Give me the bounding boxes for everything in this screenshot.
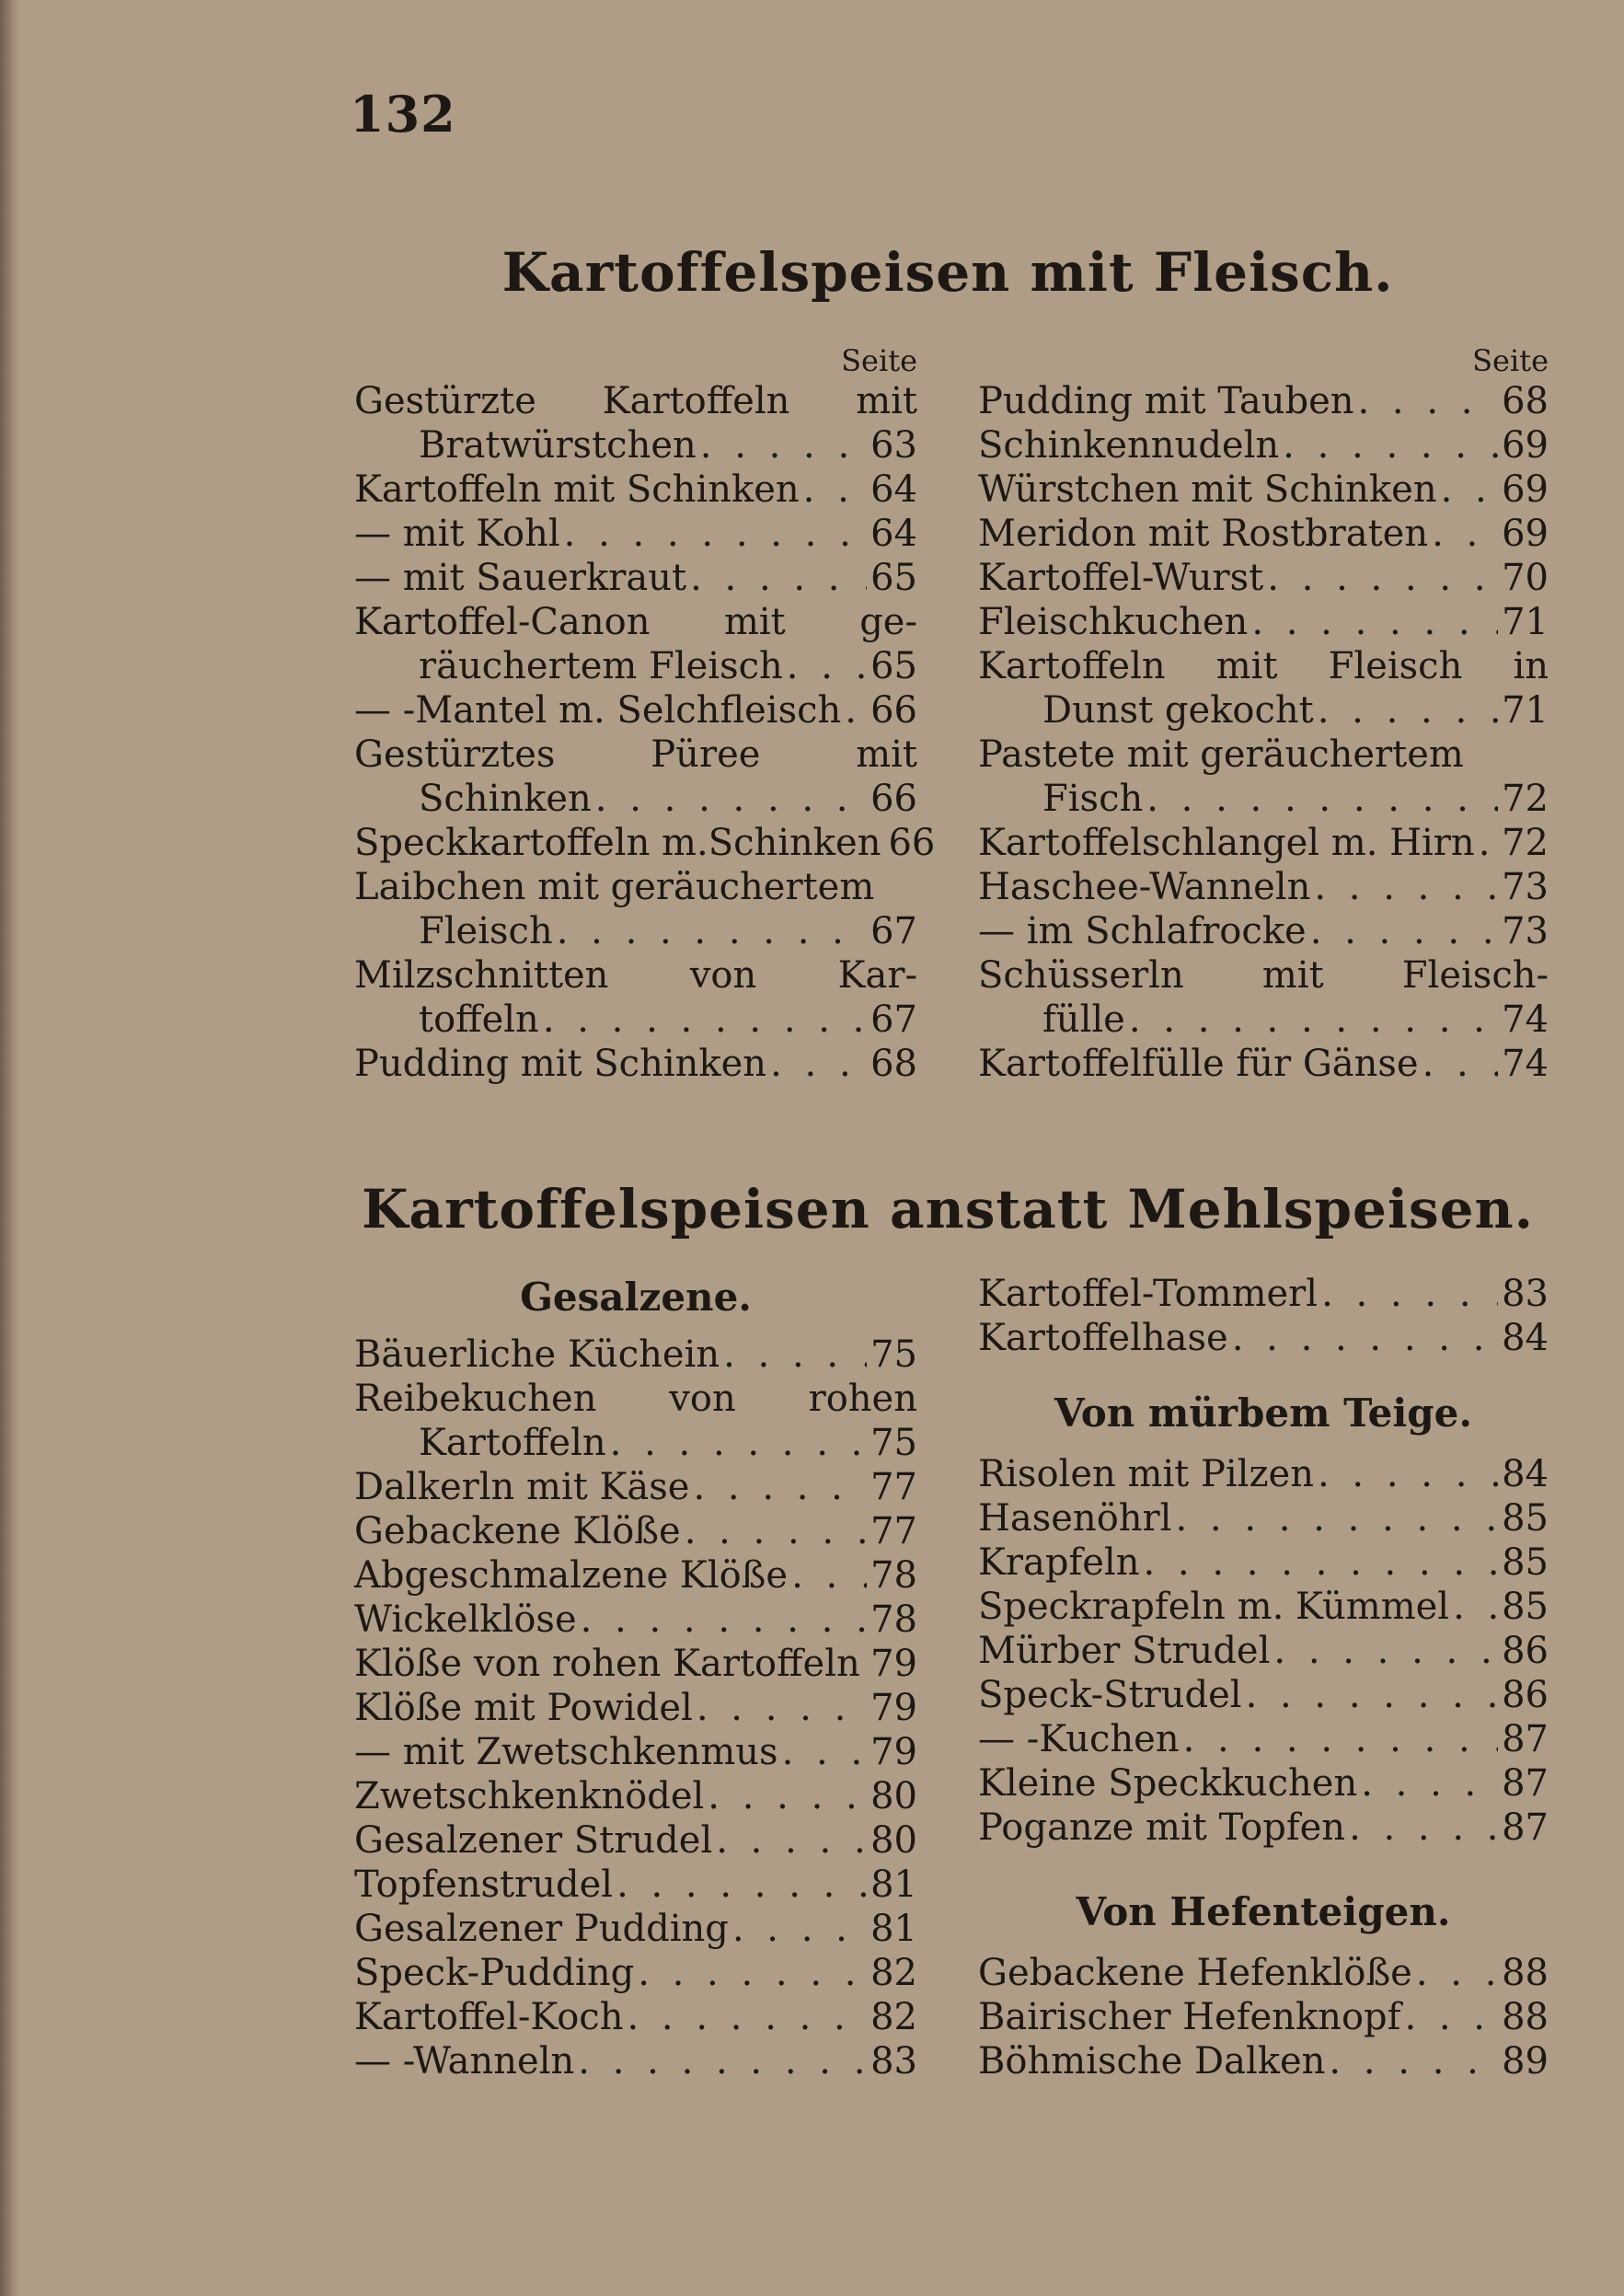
toc-column-mehlspeisen-right: [978, 1272, 1549, 2083]
toc-entry: Krapfeln . . . 85: [978, 1540, 1549, 1585]
toc-entry: Kartoffeln mit Schinken . . . 64: [354, 467, 917, 512]
toc-entry: Kartoffelfülle für Gänse . . . 74: [978, 1042, 1549, 1086]
toc-column-fleisch-right: [978, 342, 1549, 1086]
toc-entry: Gesalzener Pudding . . . 81: [354, 1907, 917, 1951]
toc-entry-line: Gestürztes Püree mit: [354, 733, 917, 776]
toc-entry-line: Milzschnitten von Kar-: [354, 954, 917, 997]
toc-entry: Bratwürstchen . . . 63: [354, 423, 917, 467]
toc-entry: — -Mantel m. Selchfleisch . . . 66: [354, 688, 917, 733]
toc-entry: Risolen mit Pilzen . . . 84: [978, 1452, 1549, 1496]
toc-entry: Speck-Strudel . . . 86: [978, 1673, 1549, 1717]
toc-entry: Gesalzener Strudel . . . 80: [354, 1818, 917, 1863]
seite-header: Seite: [841, 343, 917, 378]
section-title-mehlspeisen: Kartoffelspeisen anstatt Mehlspeisen.: [362, 1178, 1534, 1240]
seite-header: Seite: [1472, 343, 1549, 378]
toc-entry: Kartoffeln . . . 75: [354, 1421, 917, 1465]
toc-entry: Poganze mit Topfen . . . 87: [978, 1806, 1549, 1850]
toc-entry: Bäuerliche Küchein . . . 75: [354, 1333, 917, 1377]
toc-entry: Abgeschmalzene Klöße . . . 78: [354, 1553, 917, 1598]
toc-entry: Zwetschkenknödel . . . 80: [354, 1774, 917, 1818]
toc-entry: — mit Sauerkraut . . . 65: [354, 556, 917, 600]
toc-entry-line: Kartoffeln mit Fleisch in: [978, 645, 1549, 687]
toc-entry: Schinkennudeln . . . 69: [978, 423, 1549, 467]
toc-column-mehlspeisen-left: [354, 1272, 917, 2083]
subhead-hefenteigen: Von Hefenteigen.: [1076, 1889, 1451, 1934]
page-number: 132: [350, 85, 456, 144]
toc-entry: Fleischkuchen . . . 71: [978, 600, 1549, 644]
toc-entry: Kartoffel-Koch . . . 82: [354, 1995, 917, 2039]
toc-entry: Meridon mit Rostbraten . . . 69: [978, 512, 1549, 556]
toc-entry: toffeln . . . 67: [354, 998, 917, 1042]
toc-entry-line: Schüsserln mit Fleisch-: [978, 954, 1549, 997]
subhead-muerbem-teige: Von mürbem Teige.: [1054, 1390, 1472, 1436]
toc-entry: Topfenstrudel . . . 81: [354, 1863, 917, 1907]
toc-column-fleisch-left: [354, 342, 936, 1086]
toc-entry: — -Kuchen . . . 87: [978, 1717, 1549, 1761]
section-title-fleisch: Kartoffelspeisen mit Fleisch.: [501, 241, 1394, 304]
toc-entry-line: Reibekuchen von rohen: [354, 1378, 917, 1420]
toc-entry: Gebackene Hefenklöße . . . 88: [978, 1951, 1549, 1995]
toc-entry: Kartoffel-Tommerl . . . 83: [978, 1272, 1549, 1316]
toc-entry: — -Wanneln . . . 83: [354, 2039, 917, 2083]
toc-entry: Kleine Speckkuchen . . . 87: [978, 1761, 1549, 1806]
toc-entry: Böhmische Dalken . . . 89: [978, 2039, 1549, 2083]
toc-entry: Mürber Strudel . . . 86: [978, 1629, 1549, 1673]
toc-entry: fülle . . . 74: [978, 998, 1549, 1042]
toc-entry-line: Kartoffel-Canon mit ge-: [354, 601, 917, 643]
toc-entry: — mit Kohl . . . 64: [354, 512, 917, 556]
toc-entry: Kartoffelschlangel m. Hirn . . . 72: [978, 821, 1549, 865]
toc-entry: — im Schlafrocke . . . 73: [978, 909, 1549, 953]
toc-entry: Pudding mit Schinken . . . 68: [354, 1042, 917, 1086]
toc-entry: Schinken . . . 66: [354, 777, 917, 821]
toc-entry: räuchertem Fleisch . . . 65: [354, 644, 917, 688]
toc-entry: Gebackene Klöße . . . 77: [354, 1509, 917, 1553]
toc-entry: Speckrapfeln m. Kümmel . . . 85: [978, 1585, 1549, 1629]
toc-entry: Würstchen mit Schinken . . . 69: [978, 467, 1549, 512]
page-edge: [0, 0, 20, 2296]
toc-entry: Kartoffel-Wurst . . . 70: [978, 556, 1549, 600]
toc-entry: Fleisch . . . 67: [354, 909, 917, 953]
toc-entry: Wickelklöse . . . 78: [354, 1598, 917, 1642]
toc-entry: Kartoffelhase . . . 84: [978, 1316, 1549, 1360]
toc-entry: Speck-Pudding . . . 82: [354, 1951, 917, 1995]
toc-entry: — mit Zwetschkenmus . . . 79: [354, 1730, 917, 1774]
toc-entry: Speckkartoffeln m.Schinken 66: [354, 822, 936, 864]
toc-entry-line: Gestürzte Kartoffeln mit: [354, 380, 917, 422]
toc-entry: Dalkerln mit Käse . . . 77: [354, 1465, 917, 1509]
toc-entry: Klöße von rohen Kartoffeln . . . 79: [354, 1642, 917, 1686]
toc-entry: Haschee-Wanneln . . . 73: [978, 865, 1549, 909]
toc-entry-line: Pastete mit geräuchertem: [978, 733, 1464, 776]
toc-entry: Fisch . . . 72: [978, 777, 1549, 821]
toc-entry: Dunst gekocht . . . 71: [978, 688, 1549, 733]
toc-entry: Hasenöhrl . . . 85: [978, 1496, 1549, 1540]
toc-entry: Bairischer Hefenknopf . . . 88: [978, 1995, 1549, 2039]
toc-entry: Klöße mit Powidel . . . 79: [354, 1686, 917, 1730]
toc-entry: Pudding mit Tauben . . . 68: [978, 379, 1549, 423]
subhead-gesalzene: Gesalzene.: [520, 1275, 752, 1320]
toc-entry-line: Laibchen mit geräuchertem: [354, 866, 875, 908]
